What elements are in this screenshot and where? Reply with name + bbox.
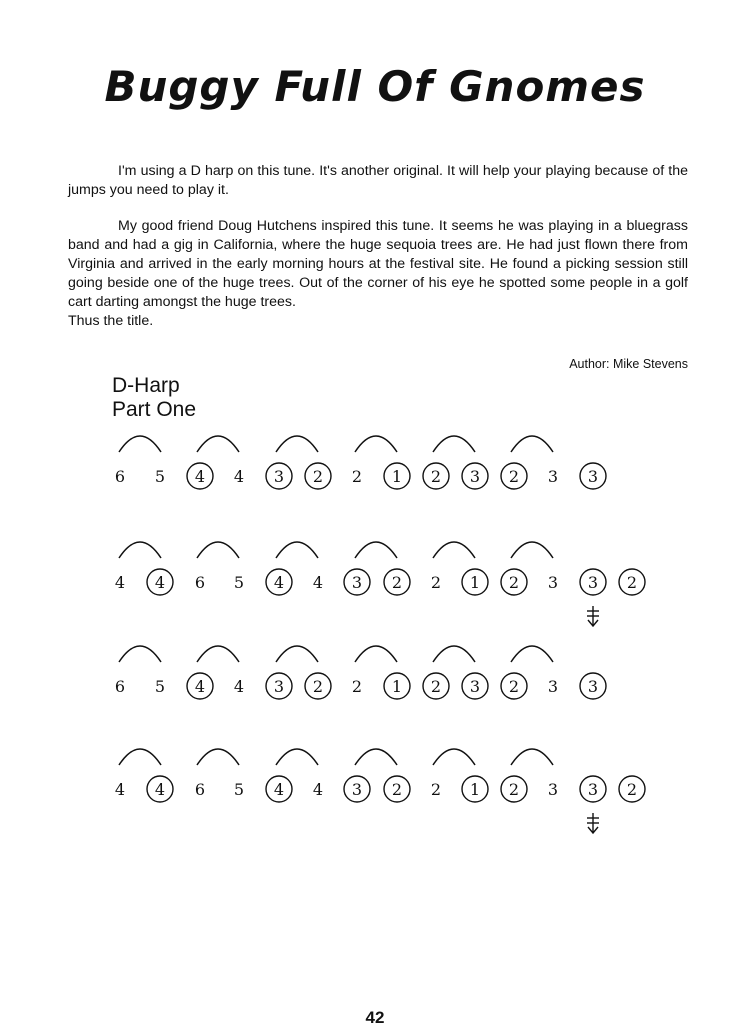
blow-hole-number: 4	[114, 780, 126, 799]
draw-hole-number: 2	[391, 573, 403, 592]
blow-hole-number: 4	[233, 677, 245, 696]
draw-hole-number: 2	[508, 573, 520, 592]
slur-mark	[276, 646, 318, 662]
draw-hole-number: 2	[508, 780, 520, 799]
blow-hole-number: 3	[547, 467, 559, 486]
blow-hole-number: 3	[547, 573, 559, 592]
blow-hole-number: 5	[154, 467, 166, 486]
draw-hole-number: 3	[587, 573, 599, 592]
slur-mark	[197, 436, 239, 452]
blow-hole-number: 2	[430, 780, 442, 799]
slur-mark	[433, 749, 475, 765]
draw-hole-number: 3	[469, 467, 481, 486]
draw-hole-number: 1	[469, 780, 481, 799]
slur-mark	[276, 436, 318, 452]
slur-mark	[511, 749, 553, 765]
blow-hole-number: 6	[114, 677, 126, 696]
page-number: 42	[365, 1008, 385, 1027]
draw-hole-number: 3	[351, 780, 363, 799]
draw-hole-number: 2	[626, 573, 638, 592]
blow-hole-number: 4	[233, 467, 245, 486]
slur-mark	[119, 749, 161, 765]
slur-mark	[197, 646, 239, 662]
blow-hole-number: 5	[233, 780, 245, 799]
slur-mark	[511, 646, 553, 662]
draw-hole-number: 2	[391, 780, 403, 799]
slur-mark	[355, 749, 397, 765]
slur-mark	[433, 542, 475, 558]
draw-hole-number: 3	[273, 467, 285, 486]
draw-hole-number: 3	[587, 467, 599, 486]
blow-hole-number: 4	[312, 780, 324, 799]
part-label: Part One	[112, 398, 197, 421]
blow-hole-number: 6	[114, 467, 126, 486]
intro-paragraph-2-text: My good friend Doug Hutchens inspired this tune. It seems he was playing in a bluegrass band and had a gig in California, where the huge sequoia trees are. He had just flown there from Virginia and arrived in the early morning hours at the festival site. He found a picking session still going beside one of the huge trees. Out of the corner of his eye he spotted some people in a golf cart darting amongst the huge trees.	[68, 218, 688, 310]
blow-hole-number: 6	[194, 573, 206, 592]
draw-hole-number: 3	[469, 677, 481, 696]
blow-hole-number: 2	[351, 467, 363, 486]
intro-paragraph-1-text: I'm using a D harp on this tune. It's another original. It will help your playing because of the jumps you need to play it.	[68, 163, 688, 198]
bend-arrow-icon	[587, 813, 599, 833]
draw-hole-number: 2	[312, 677, 324, 696]
draw-hole-number: 1	[469, 573, 481, 592]
blow-hole-number: 2	[351, 677, 363, 696]
slur-mark	[355, 542, 397, 558]
slur-mark	[433, 646, 475, 662]
draw-hole-number: 4	[194, 467, 206, 486]
draw-hole-number: 3	[587, 677, 599, 696]
slur-mark	[276, 749, 318, 765]
blow-hole-number: 6	[194, 780, 206, 799]
draw-hole-number: 3	[587, 780, 599, 799]
slur-mark	[119, 436, 161, 452]
draw-hole-number: 4	[154, 780, 166, 799]
slur-mark	[433, 436, 475, 452]
blow-hole-number: 5	[233, 573, 245, 592]
blow-hole-number: 4	[312, 573, 324, 592]
slur-mark	[119, 646, 161, 662]
draw-hole-number: 3	[273, 677, 285, 696]
blow-hole-number: 2	[430, 573, 442, 592]
draw-hole-number: 2	[430, 467, 442, 486]
draw-hole-number: 1	[391, 677, 403, 696]
draw-hole-number: 4	[273, 573, 285, 592]
draw-hole-number: 4	[154, 573, 166, 592]
blow-hole-number: 5	[154, 677, 166, 696]
blow-hole-number: 4	[114, 573, 126, 592]
draw-hole-number: 3	[351, 573, 363, 592]
draw-hole-number: 2	[626, 780, 638, 799]
slur-mark	[276, 542, 318, 558]
draw-hole-number: 2	[430, 677, 442, 696]
slur-mark	[511, 542, 553, 558]
draw-hole-number: 2	[508, 677, 520, 696]
blow-hole-number: 3	[547, 780, 559, 799]
song-title: Buggy Full Of Gnomes	[104, 62, 646, 111]
author-credit: Author: Mike Stevens	[569, 357, 688, 371]
draw-hole-number: 2	[312, 467, 324, 486]
slur-mark	[511, 436, 553, 452]
slur-mark	[355, 646, 397, 662]
draw-hole-number: 4	[194, 677, 206, 696]
blow-hole-number: 3	[547, 677, 559, 696]
bend-arrow-icon	[587, 606, 599, 626]
slur-mark	[197, 542, 239, 558]
draw-hole-number: 1	[391, 467, 403, 486]
intro-paragraph-2-end: Thus the title.	[68, 313, 154, 329]
draw-hole-number: 4	[273, 780, 285, 799]
slur-mark	[197, 749, 239, 765]
draw-hole-number: 2	[508, 467, 520, 486]
slur-mark	[119, 542, 161, 558]
slur-mark	[355, 436, 397, 452]
harp-key-label: D-Harp	[112, 374, 180, 397]
